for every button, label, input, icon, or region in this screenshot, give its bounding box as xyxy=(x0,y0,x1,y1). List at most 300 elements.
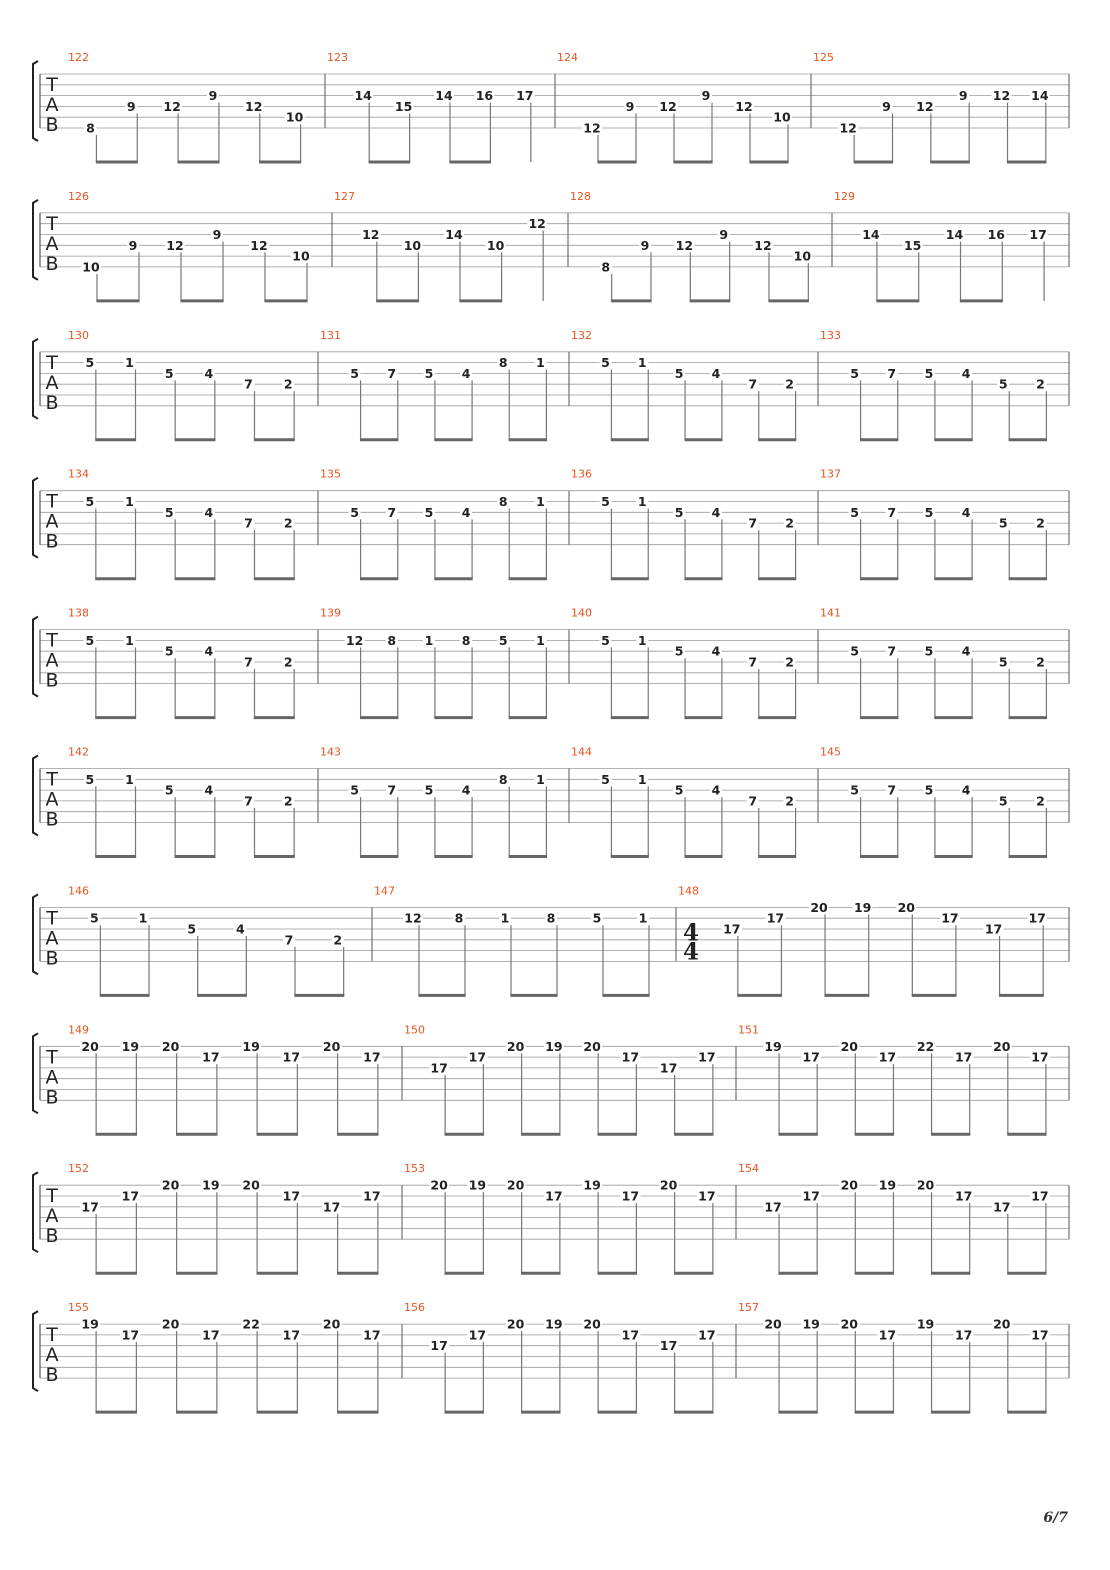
fret-number: 5 xyxy=(850,782,859,798)
tab-clef-letter: T xyxy=(46,629,58,652)
system-bracket xyxy=(33,756,38,836)
tab-clef-letter: B xyxy=(45,808,59,831)
fret-number: 20 xyxy=(764,1316,782,1332)
fret-number: 20 xyxy=(583,1316,601,1332)
fret-number: 17 xyxy=(698,1049,716,1065)
fret-number: 12 xyxy=(166,237,184,253)
fret-number: 15 xyxy=(394,98,413,114)
fret-number: 17 xyxy=(282,1049,301,1065)
tab-clef-letter: T xyxy=(46,1046,58,1069)
fret-number: 20 xyxy=(506,1316,525,1332)
fret-number: 10 xyxy=(773,109,791,125)
fret-number: 5 xyxy=(998,515,1008,531)
fret-number: 4 xyxy=(461,782,471,798)
fret-number: 17 xyxy=(766,910,785,926)
system-bracket xyxy=(33,1033,38,1113)
measure-number: 127 xyxy=(334,189,355,203)
fret-number: 4 xyxy=(204,643,214,659)
fret-number: 12 xyxy=(675,237,694,253)
fret-number: 20 xyxy=(916,1177,935,1193)
fret-number: 9 xyxy=(882,98,891,114)
fret-number: 19 xyxy=(878,1177,897,1193)
fret-number: 7 xyxy=(387,365,397,381)
tab-clef-letter: T xyxy=(46,212,58,235)
tab-clef-letter: A xyxy=(45,94,59,116)
fret-number: 20 xyxy=(506,1038,525,1054)
fret-number: 5 xyxy=(924,643,934,659)
fret-number: 12 xyxy=(754,237,772,253)
measure-number: 133 xyxy=(820,328,841,342)
fret-number: 19 xyxy=(202,1177,220,1193)
fret-number: 17 xyxy=(363,1188,381,1204)
fret-number: 10 xyxy=(486,237,505,253)
measure-number: 154 xyxy=(738,1162,759,1176)
system-bracket xyxy=(33,61,38,141)
fret-number: 17 xyxy=(468,1049,487,1065)
fret-number: 2 xyxy=(283,515,293,531)
tab-clef-letter: T xyxy=(46,351,58,374)
fret-number: 17 xyxy=(764,1199,782,1215)
measure-number: 157 xyxy=(738,1301,759,1315)
fret-number: 17 xyxy=(322,1199,341,1215)
fret-number: 1 xyxy=(424,632,434,648)
tab-clef-letter: T xyxy=(46,490,58,513)
fret-number: 2 xyxy=(333,932,343,948)
fret-number: 17 xyxy=(363,1327,381,1343)
fret-number: 17 xyxy=(621,1049,640,1065)
fret-number: 5 xyxy=(164,782,174,798)
fret-number: 5 xyxy=(350,365,359,381)
fret-number: 17 xyxy=(468,1327,487,1343)
fret-number: 16 xyxy=(475,88,494,104)
fret-number: 10 xyxy=(285,109,304,125)
measure-number: 149 xyxy=(68,1023,89,1037)
fret-number: 5 xyxy=(924,504,934,520)
fret-number: 20 xyxy=(506,1177,525,1193)
fret-number: 4 xyxy=(204,365,214,381)
measure-number: 143 xyxy=(320,745,341,759)
tab-clef-letter: A xyxy=(45,788,59,811)
fret-number: 19 xyxy=(121,1038,140,1054)
fret-number: 15 xyxy=(903,237,922,253)
fret-number: 12 xyxy=(250,237,268,253)
tab-clef-letter: A xyxy=(45,927,59,950)
fret-number: 17 xyxy=(1028,910,1046,926)
measure-number: 122 xyxy=(68,51,89,64)
fret-number: 10 xyxy=(403,237,422,253)
fret-number: 7 xyxy=(244,515,253,531)
fret-number: 5 xyxy=(924,782,934,798)
fret-number: 12 xyxy=(163,98,181,114)
fret-number: 10 xyxy=(82,259,100,275)
tab-clef-letter: T xyxy=(46,768,58,791)
fret-number: 12 xyxy=(245,98,263,114)
fret-number: 4 xyxy=(961,643,971,659)
fret-number: 2 xyxy=(1036,376,1045,392)
fret-number: 7 xyxy=(284,932,294,948)
measure-number: 137 xyxy=(820,467,841,481)
tab-clef-letter: B xyxy=(45,114,59,136)
fret-number: 7 xyxy=(387,782,397,798)
fret-number: 17 xyxy=(698,1327,716,1343)
fret-number: 12 xyxy=(659,98,677,114)
fret-number: 12 xyxy=(992,88,1011,104)
fret-number: 1 xyxy=(125,355,134,371)
fret-number: 5 xyxy=(498,632,508,648)
fret-number: 2 xyxy=(283,654,293,670)
tab-clef-letter: A xyxy=(45,1205,59,1228)
measure-number: 130 xyxy=(68,328,89,342)
fret-number: 17 xyxy=(81,1199,99,1215)
fret-number: 17 xyxy=(984,921,1003,937)
fret-number: 12 xyxy=(916,98,934,114)
fret-number: 5 xyxy=(85,771,95,787)
fret-number: 14 xyxy=(945,227,964,242)
fret-number: 19 xyxy=(242,1038,260,1054)
fret-number: 4 xyxy=(961,504,971,520)
fret-number: 9 xyxy=(126,98,136,114)
fret-number: 17 xyxy=(659,1338,678,1354)
fret-number: 20 xyxy=(810,899,828,915)
tab-clef-letter: B xyxy=(45,1225,59,1248)
fret-number: 20 xyxy=(840,1177,859,1193)
fret-number: 5 xyxy=(85,355,95,371)
fret-number: 7 xyxy=(887,643,897,659)
fret-number: 17 xyxy=(698,1188,716,1204)
fret-number: 10 xyxy=(793,248,812,264)
fret-number: 19 xyxy=(468,1177,487,1193)
fret-number: 9 xyxy=(958,88,968,104)
fret-number: 14 xyxy=(1031,88,1049,104)
fret-number: 5 xyxy=(924,365,934,381)
measure-number: 128 xyxy=(570,189,591,203)
fret-number: 19 xyxy=(545,1038,563,1054)
fret-number: 17 xyxy=(802,1049,820,1065)
fret-number: 20 xyxy=(840,1038,859,1054)
fret-number: 14 xyxy=(862,227,880,242)
fret-number: 22 xyxy=(916,1038,935,1054)
fret-number: 14 xyxy=(435,88,453,104)
fret-number: 20 xyxy=(659,1177,678,1193)
system-bracket xyxy=(33,339,38,419)
fret-number: 4 xyxy=(461,504,471,520)
measure-number: 125 xyxy=(813,51,834,64)
fret-number: 14 xyxy=(354,88,372,104)
fret-number: 17 xyxy=(1031,1049,1049,1065)
fret-number: 8 xyxy=(546,910,556,926)
fret-number: 17 xyxy=(993,1199,1011,1215)
fret-number: 17 xyxy=(282,1188,301,1204)
fret-number: 7 xyxy=(748,376,758,392)
measure-number: 138 xyxy=(68,606,89,620)
tab-clef-letter: B xyxy=(45,669,59,692)
fret-number: 17 xyxy=(363,1049,381,1065)
fret-number: 5 xyxy=(998,793,1008,809)
fret-number: 7 xyxy=(887,782,897,798)
measure-number: 124 xyxy=(557,51,578,64)
fret-number: 1 xyxy=(536,355,545,371)
fret-number: 8 xyxy=(601,259,611,275)
fret-number: 1 xyxy=(125,494,134,509)
fret-number: 17 xyxy=(1029,227,1047,242)
measure-number: 147 xyxy=(374,884,395,898)
fret-number: 1 xyxy=(638,910,648,926)
fret-number: 4 xyxy=(961,365,971,381)
fret-number: 20 xyxy=(897,899,916,915)
fret-number: 2 xyxy=(1036,654,1045,670)
fret-number: 17 xyxy=(954,1188,973,1204)
tab-clef-letter: B xyxy=(45,530,59,553)
fret-number: 1 xyxy=(138,910,148,926)
tab-clef-letter: A xyxy=(45,1066,59,1089)
fret-number: 5 xyxy=(424,365,434,381)
tab-clef-letter: T xyxy=(46,74,58,96)
fret-number: 17 xyxy=(941,910,959,926)
fret-number: 17 xyxy=(659,1060,678,1076)
fret-number: 12 xyxy=(528,216,546,232)
system-bracket xyxy=(33,1311,38,1391)
fret-number: 7 xyxy=(887,365,897,381)
fret-number: 17 xyxy=(878,1049,897,1065)
fret-number: 12 xyxy=(345,632,364,648)
fret-number: 5 xyxy=(850,643,859,659)
fret-number: 9 xyxy=(701,88,711,104)
fret-number: 5 xyxy=(998,654,1008,670)
fret-number: 8 xyxy=(461,632,471,648)
system-bracket xyxy=(33,200,38,280)
fret-number: 19 xyxy=(853,899,872,915)
fret-number: 17 xyxy=(878,1327,897,1343)
fret-number: 19 xyxy=(764,1038,782,1054)
fret-number: 20 xyxy=(161,1316,180,1332)
tab-clef-letter: B xyxy=(45,1086,59,1109)
fret-number: 17 xyxy=(430,1338,448,1354)
measure-number: 148 xyxy=(678,884,699,898)
fret-number: 17 xyxy=(621,1188,640,1204)
fret-number: 8 xyxy=(498,355,508,371)
fret-number: 8 xyxy=(86,120,95,136)
fret-number: 5 xyxy=(601,355,610,371)
fret-number: 2 xyxy=(283,376,293,392)
fret-number: 5 xyxy=(601,632,610,648)
fret-number: 14 xyxy=(445,227,463,242)
fret-number: 5 xyxy=(850,504,859,520)
fret-number: 8 xyxy=(498,771,508,787)
measure-number: 156 xyxy=(404,1301,425,1315)
measure-number: 136 xyxy=(571,467,592,481)
fret-number: 17 xyxy=(430,1060,448,1076)
fret-number: 5 xyxy=(164,365,174,381)
fret-number: 4 xyxy=(204,504,214,520)
fret-number: 20 xyxy=(81,1038,99,1054)
fret-number: 1 xyxy=(500,910,510,926)
fret-number: 20 xyxy=(840,1316,859,1332)
fret-number: 5 xyxy=(85,494,95,509)
fret-number: 4 xyxy=(711,365,721,381)
system-bracket xyxy=(33,1172,38,1252)
fret-number: 5 xyxy=(89,910,99,926)
fret-number: 20 xyxy=(322,1316,341,1332)
measure-number: 140 xyxy=(571,606,592,620)
system-bracket xyxy=(33,894,38,974)
fret-number: 5 xyxy=(164,643,174,659)
fret-number: 2 xyxy=(283,793,293,809)
fret-number: 20 xyxy=(161,1038,180,1054)
measure-number: 150 xyxy=(404,1023,425,1037)
fret-number: 7 xyxy=(887,504,897,520)
fret-number: 17 xyxy=(723,921,741,937)
measure-number: 155 xyxy=(68,1301,89,1315)
measure-number: 141 xyxy=(820,606,841,620)
fret-number: 22 xyxy=(242,1316,260,1332)
fret-number: 5 xyxy=(424,782,434,798)
fret-number: 17 xyxy=(545,1188,563,1204)
tab-clef-letter: A xyxy=(45,510,59,533)
fret-number: 2 xyxy=(785,654,794,670)
fret-number: 12 xyxy=(839,120,857,136)
fret-number: 12 xyxy=(735,98,753,114)
fret-number: 5 xyxy=(674,782,684,798)
fret-number: 12 xyxy=(583,120,601,136)
fret-number: 5 xyxy=(592,910,602,926)
measure-number: 134 xyxy=(68,467,89,481)
fret-number: 17 xyxy=(1031,1327,1049,1343)
tab-clef-letter: A xyxy=(45,371,59,394)
tab-clef-letter: B xyxy=(45,1364,59,1387)
fret-number: 7 xyxy=(244,376,253,392)
measure-number: 146 xyxy=(68,884,89,898)
fret-number: 4 xyxy=(711,782,721,798)
fret-number: 4 xyxy=(961,782,971,798)
fret-number: 5 xyxy=(601,494,610,509)
fret-number: 4 xyxy=(235,921,245,937)
fret-number: 5 xyxy=(350,504,359,520)
measure-number: 145 xyxy=(820,745,841,759)
fret-number: 12 xyxy=(362,227,380,242)
measure-number: 151 xyxy=(738,1023,759,1037)
measure-number: 132 xyxy=(571,328,592,342)
measure-number: 126 xyxy=(68,189,89,203)
fret-number: 5 xyxy=(187,921,197,937)
tab-clef-letter: A xyxy=(45,1344,59,1367)
fret-number: 19 xyxy=(583,1177,601,1193)
fret-number: 7 xyxy=(387,504,397,520)
fret-number: 5 xyxy=(350,782,359,798)
fret-number: 9 xyxy=(212,227,222,242)
measure-number: 142 xyxy=(68,745,89,759)
fret-number: 1 xyxy=(637,494,647,509)
fret-number: 12 xyxy=(404,910,422,926)
fret-number: 7 xyxy=(244,793,253,809)
tab-clef-letter: B xyxy=(45,947,59,970)
measure-number: 123 xyxy=(327,51,348,64)
fret-number: 10 xyxy=(292,248,310,264)
system-bracket xyxy=(33,617,38,697)
fret-number: 17 xyxy=(1031,1188,1049,1204)
fret-number: 1 xyxy=(637,771,647,787)
fret-number: 17 xyxy=(202,1049,220,1065)
fret-number: 1 xyxy=(536,771,545,787)
fret-number: 5 xyxy=(424,504,434,520)
fret-number: 5 xyxy=(674,365,684,381)
fret-number: 1 xyxy=(536,632,545,648)
tab-clef-letter: B xyxy=(45,252,59,275)
fret-number: 17 xyxy=(621,1327,640,1343)
fret-number: 5 xyxy=(164,504,174,520)
fret-number: 1 xyxy=(637,632,647,648)
fret-number: 17 xyxy=(282,1327,301,1343)
fret-number: 2 xyxy=(1036,515,1045,531)
fret-number: 7 xyxy=(748,654,758,670)
fret-number: 1 xyxy=(637,355,647,371)
fret-number: 9 xyxy=(640,237,650,253)
fret-number: 2 xyxy=(785,515,794,531)
fret-number: 19 xyxy=(916,1316,935,1332)
fret-number: 19 xyxy=(802,1316,820,1332)
tab-clef-letter: A xyxy=(45,232,59,255)
fret-number: 20 xyxy=(242,1177,260,1193)
tab-clef-letter: B xyxy=(45,391,59,414)
measure-number: 131 xyxy=(320,328,341,342)
fret-number: 7 xyxy=(244,654,253,670)
fret-number: 20 xyxy=(583,1038,601,1054)
fret-number: 17 xyxy=(202,1327,220,1343)
fret-number: 7 xyxy=(748,793,758,809)
fret-number: 9 xyxy=(625,98,635,114)
fret-number: 8 xyxy=(498,494,508,509)
fret-number: 20 xyxy=(430,1177,448,1193)
fret-number: 5 xyxy=(674,643,684,659)
fret-number: 2 xyxy=(785,793,794,809)
fret-number: 19 xyxy=(81,1316,99,1332)
fret-number: 20 xyxy=(322,1038,341,1054)
time-signature-top: 4 xyxy=(682,919,700,947)
fret-number: 9 xyxy=(208,88,218,104)
fret-number: 17 xyxy=(954,1049,973,1065)
fret-number: 20 xyxy=(993,1038,1011,1054)
fret-number: 8 xyxy=(387,632,397,648)
fret-number: 4 xyxy=(711,643,721,659)
fret-number: 1 xyxy=(125,632,134,648)
fret-number: 17 xyxy=(121,1188,140,1204)
fret-number: 17 xyxy=(954,1327,973,1343)
fret-number: 2 xyxy=(1036,793,1045,809)
time-signature-bottom: 4 xyxy=(682,938,700,966)
fret-number: 8 xyxy=(454,910,464,926)
tab-clef-letter: T xyxy=(46,1324,58,1347)
fret-number: 17 xyxy=(121,1327,140,1343)
fret-number: 5 xyxy=(674,504,684,520)
measure-number: 139 xyxy=(320,606,341,620)
fret-number: 5 xyxy=(850,365,859,381)
fret-number: 4 xyxy=(204,782,214,798)
fret-number: 20 xyxy=(161,1177,180,1193)
fret-number: 9 xyxy=(719,227,729,242)
fret-number: 16 xyxy=(987,227,1006,242)
measure-number: 153 xyxy=(404,1162,425,1176)
measure-number: 152 xyxy=(68,1162,89,1176)
fret-number: 5 xyxy=(85,632,95,648)
fret-number: 4 xyxy=(711,504,721,520)
fret-number: 1 xyxy=(536,494,545,509)
fret-number: 9 xyxy=(128,237,138,253)
tab-clef-letter: T xyxy=(46,907,58,930)
measure-number: 129 xyxy=(834,189,855,203)
fret-number: 1 xyxy=(125,771,134,787)
fret-number: 5 xyxy=(998,376,1008,392)
fret-number: 17 xyxy=(802,1188,820,1204)
fret-number: 2 xyxy=(785,376,794,392)
